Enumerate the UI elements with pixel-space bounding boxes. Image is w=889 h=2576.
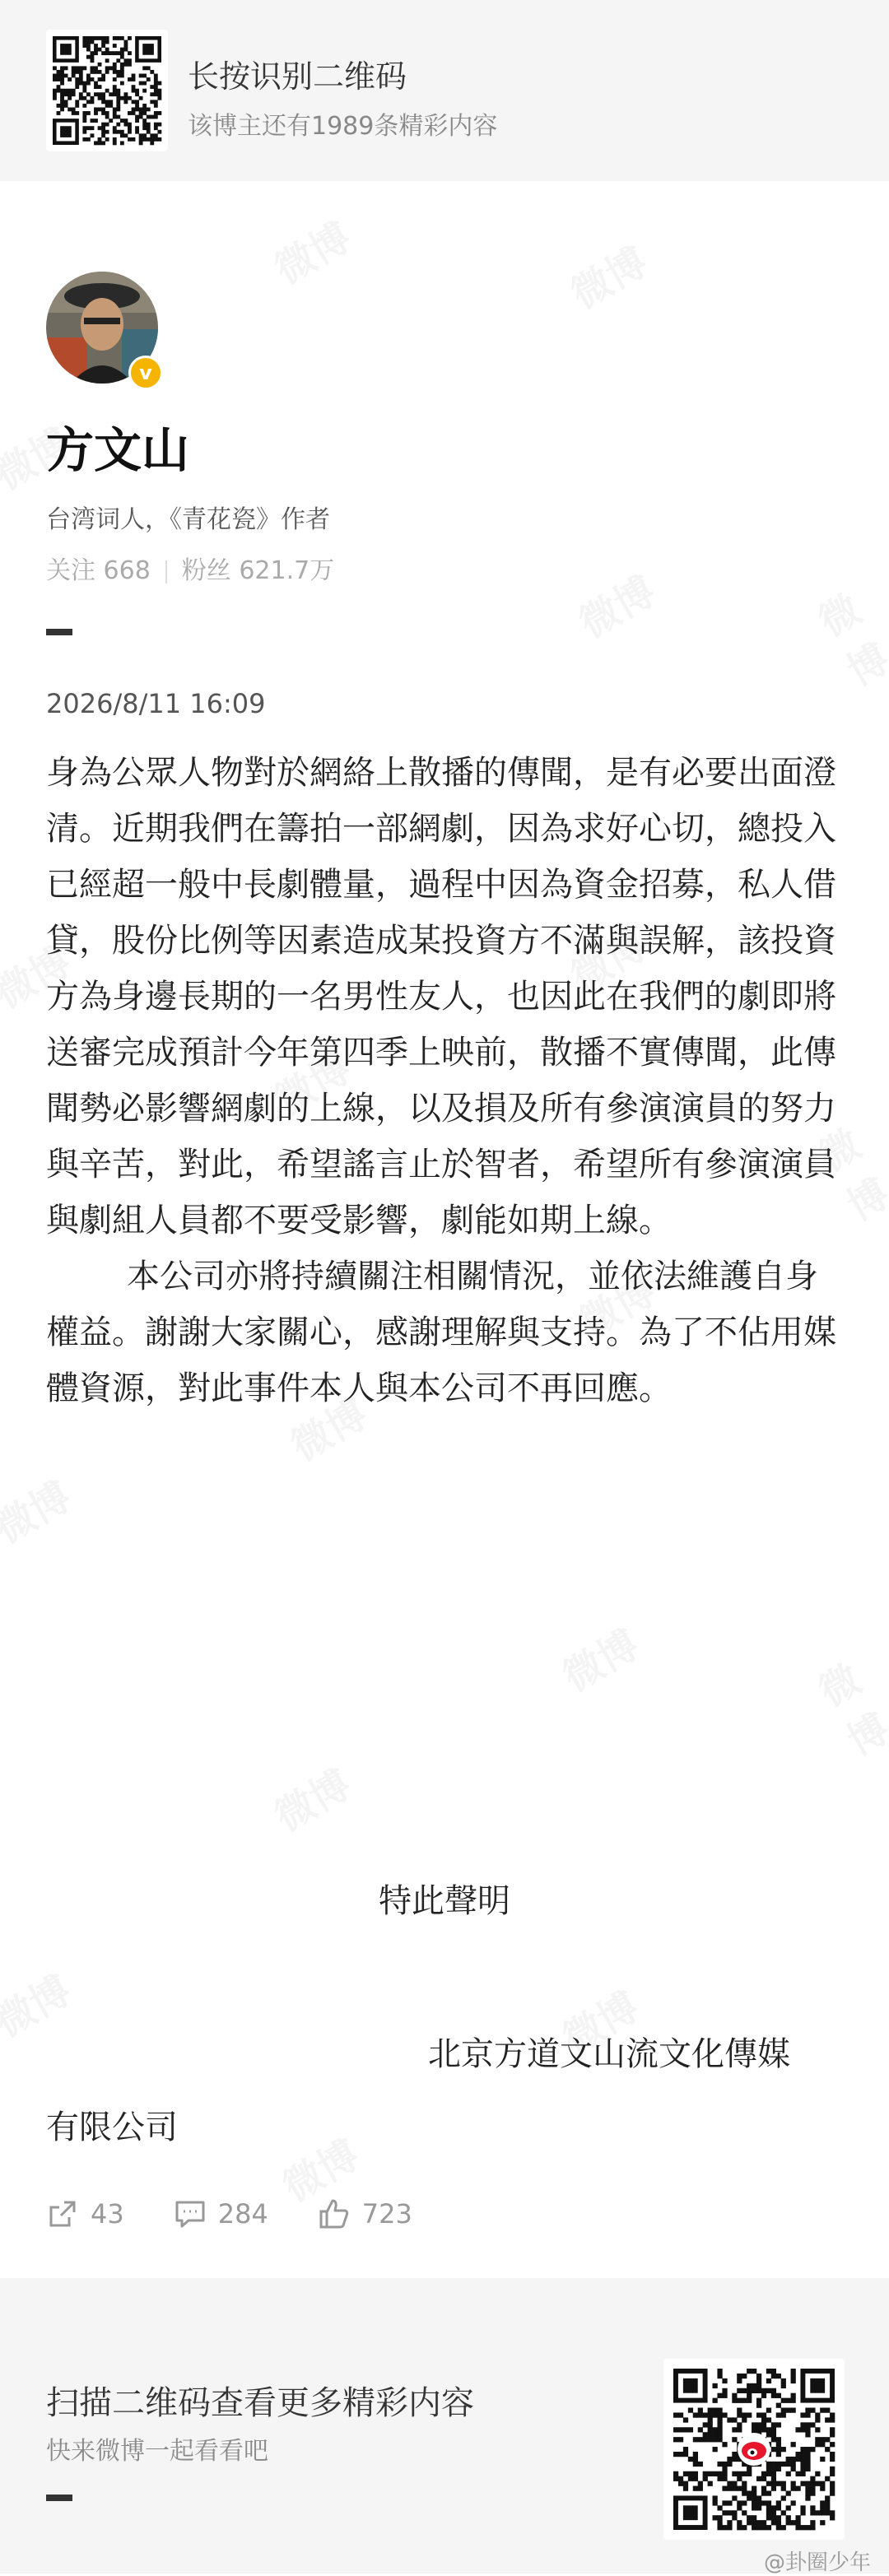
post-paragraph-1: 身為公眾人物對於網絡上散播的傳聞，是有必要出面澄清。近期我們在籌拍一部網劇，因為求好心切，總投入已經超一般中長劇體量，過程中因為資金招募，私人借貸，股份比例等因素造成某投資方不滿與誤解，該投資方為身邊長期的一名男性友人，也因此在我們的劇即將送審完成預計今年第四季上映前，散播不實傳聞，此傳聞勢必影響網劇的上線，以及損及所有參演演員的努力與辛苦，對此，希望謠言止於智者，希望所有參演演員與劇組人員都不要受影響，劇能如期上線。: [46, 754, 836, 1239]
post-paragraph-2: 本公司亦將持續關注相關情況，並依法維護自身權益。謝謝大家關心，感謝理解與支持。為了不佔用媒體資源，對此事件本人與本公司不再回應。: [46, 1258, 836, 1407]
share-button[interactable]: [46, 2197, 124, 2230]
company-name-line2: 有限公司: [46, 2109, 178, 2146]
watermark-text: [559, 231, 656, 320]
company-name-line1: 北京方道文山流文化傳媒: [428, 2035, 790, 2073]
followers-count[interactable]: 粉丝 621.7万: [181, 556, 335, 585]
qr-code-large[interactable]: [663, 2359, 845, 2540]
share-count: 43: [91, 2198, 124, 2230]
footer-divider-mark: [46, 2495, 72, 2501]
watermark-text: [567, 560, 664, 649]
post-content: [46, 745, 849, 1416]
watermark-text: [0, 1960, 80, 2048]
post-date: 2026/8/11 16:09: [46, 688, 266, 719]
like-count: 723: [361, 2198, 412, 2230]
top-qr-banner: [0, 0, 889, 181]
comment-count: 284: [217, 2198, 268, 2230]
banner-title: 长按识别二维码: [188, 58, 407, 95]
section-divider-mark: [46, 629, 72, 635]
thumbs-up-icon: [318, 2197, 351, 2230]
verified-icon: v: [128, 356, 163, 390]
footer-title: 扫描二维码查看更多精彩内容: [46, 2384, 474, 2422]
following-count[interactable]: 关注 668: [46, 556, 151, 585]
profile-bio: 台湾词人，《青花瓷》作者: [46, 505, 330, 534]
footer-subtitle: 快来微博一起看看吧: [46, 2437, 268, 2466]
banner-subtitle: 该博主还有1989条精彩内容: [188, 112, 498, 141]
profile-name[interactable]: 方文山: [46, 422, 190, 478]
watermark-text: [263, 1754, 360, 1843]
watermark-text: [551, 1614, 648, 1703]
footer-qr-section: [0, 2278, 889, 2574]
like-button[interactable]: [318, 2197, 412, 2230]
watermark-text: [807, 1639, 889, 1767]
statement-line: 特此聲明: [379, 1882, 510, 1920]
comment-icon: [174, 2197, 207, 2230]
stats-divider: [165, 560, 167, 584]
share-icon: [46, 2197, 79, 2230]
watermark-text: [263, 207, 360, 295]
watermark-text: [807, 570, 889, 697]
comment-button[interactable]: [174, 2197, 268, 2230]
watermark-text: [0, 1466, 80, 1555]
profile-stats: [46, 550, 334, 586]
source-credit: @卦圈少年: [763, 2550, 871, 2575]
qr-code-small[interactable]: [46, 30, 168, 151]
action-bar: [46, 2196, 462, 2232]
